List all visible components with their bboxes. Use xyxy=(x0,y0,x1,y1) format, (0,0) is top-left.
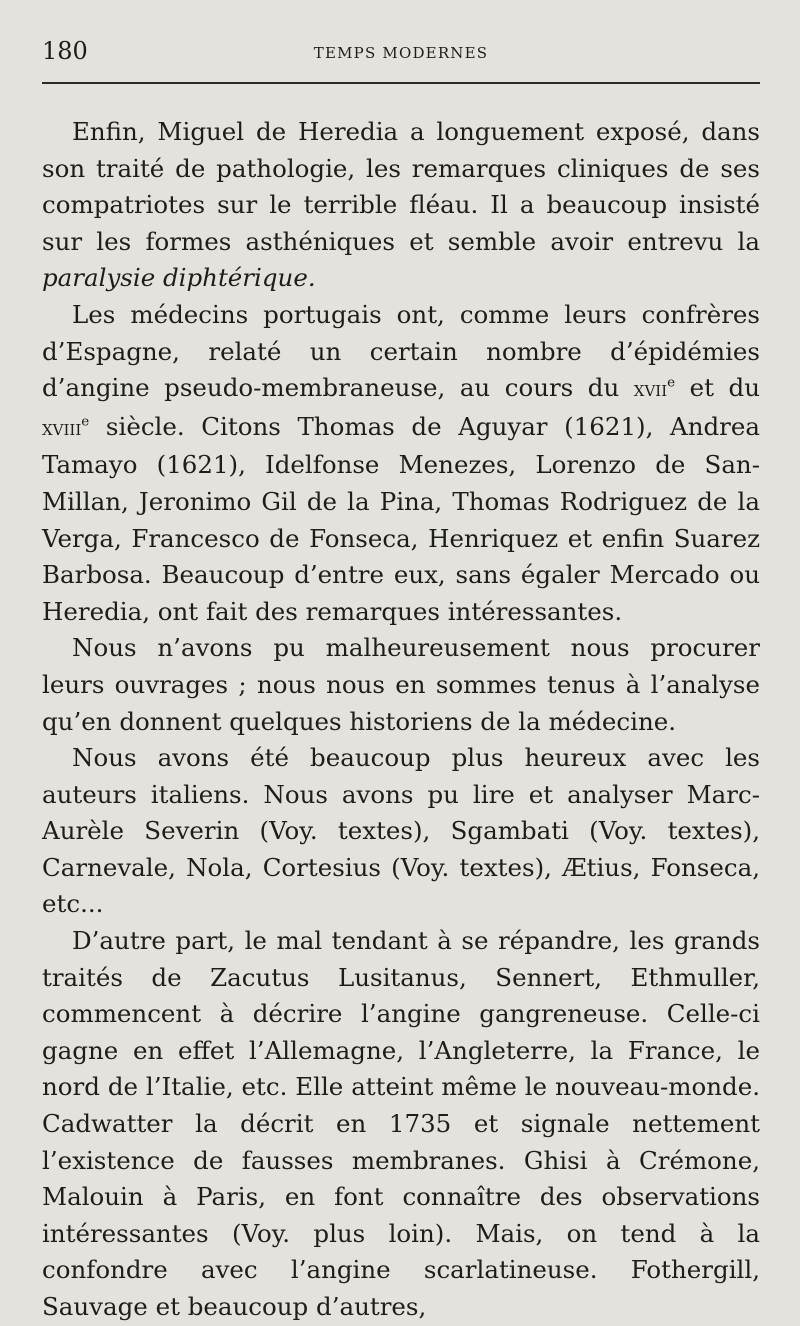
paragraph-2-text-a: Les médecins portugais ont, comme leurs confrères d’Espagne, relaté un certain nombre d’épidémies d’angine pseudo-membraneuse, au cours du xyxy=(42,299,760,403)
paragraph-1-italic: paralysie diphtérique. xyxy=(42,263,316,293)
paragraph-2 xyxy=(42,297,760,630)
century-17-sup: e xyxy=(667,374,676,391)
paragraph-1 xyxy=(42,114,760,297)
header-rule xyxy=(42,82,760,84)
paragraph-5: D’autre part, le mal tendant à se répandre, les grands traités de Zacutus Lusitanus, Sennert, Ethmuller, commencent à décrire l’angine gangreneuse. Celle-ci gagne en effet l’Allemagne, l’Angleterre, la France, le nord de l’Italie, etc. Elle atteint même le nouveau-monde. Cadwatter la décrit en 1735 et signale nettement l’existence de fausses membranes. Ghisi à Crémone, Malouin à Paris, en font connaître des observations intéressantes (Voy. plus loin). Mais, on tend à la confondre avec l’angine scarlatineuse. Fothergill, Sauvage et beaucoup d’autres, xyxy=(42,926,760,1321)
paragraph-4: Nous avons été beaucoup plus heureux avec les auteurs italiens. Nous avons pu lire et analyser Marc-Aurèle Severin (Voy. textes), Sgambati (Voy. textes), Carnevale, Nola, Cortesius (Voy. textes), Ætius, Fonseca, etc... xyxy=(42,743,760,919)
paragraph-3: Nous n’avons pu malheureusement nous procurer leurs ouvrages ; nous nous en sommes tenus à l’analyse qu’en donnent quelques historiens de la médecine. xyxy=(42,633,760,736)
paragraph-2-mid: et du xyxy=(689,373,760,403)
century-18: xviii xyxy=(42,415,82,441)
running-head: TEMPS MODERNES xyxy=(313,44,489,62)
paragraph-2-text-b: siècle. Citons Thomas de Aguyar (1621), Andrea Tamayo (1621), Idelfonse Menezes, Lorenzo de San-Millan, Jeronimo Gil de la Pina, Thomas Rodriguez de la Verga, Francesco de Fonseca, Henriquez et enfin Suarez Barbosa. Beaucoup d’entre eux, sans égaler Mercado ou Heredia, ont fait des remarques intéressantes. xyxy=(42,411,760,626)
paragraph-1-text: Enfin, Miguel de Heredia a longuement exposé, dans son traité de pathologie, les remarques cliniques de ses compatriotes sur le terrible fléau. Il a beaucoup insisté sur les formes asthéniques et semble avoir entrevu la xyxy=(42,117,760,256)
page-header xyxy=(42,34,760,74)
century-18-sup: e xyxy=(81,413,90,430)
body-text xyxy=(42,114,760,1326)
century-17: xvii xyxy=(633,377,668,403)
page-number: 180 xyxy=(42,37,88,65)
